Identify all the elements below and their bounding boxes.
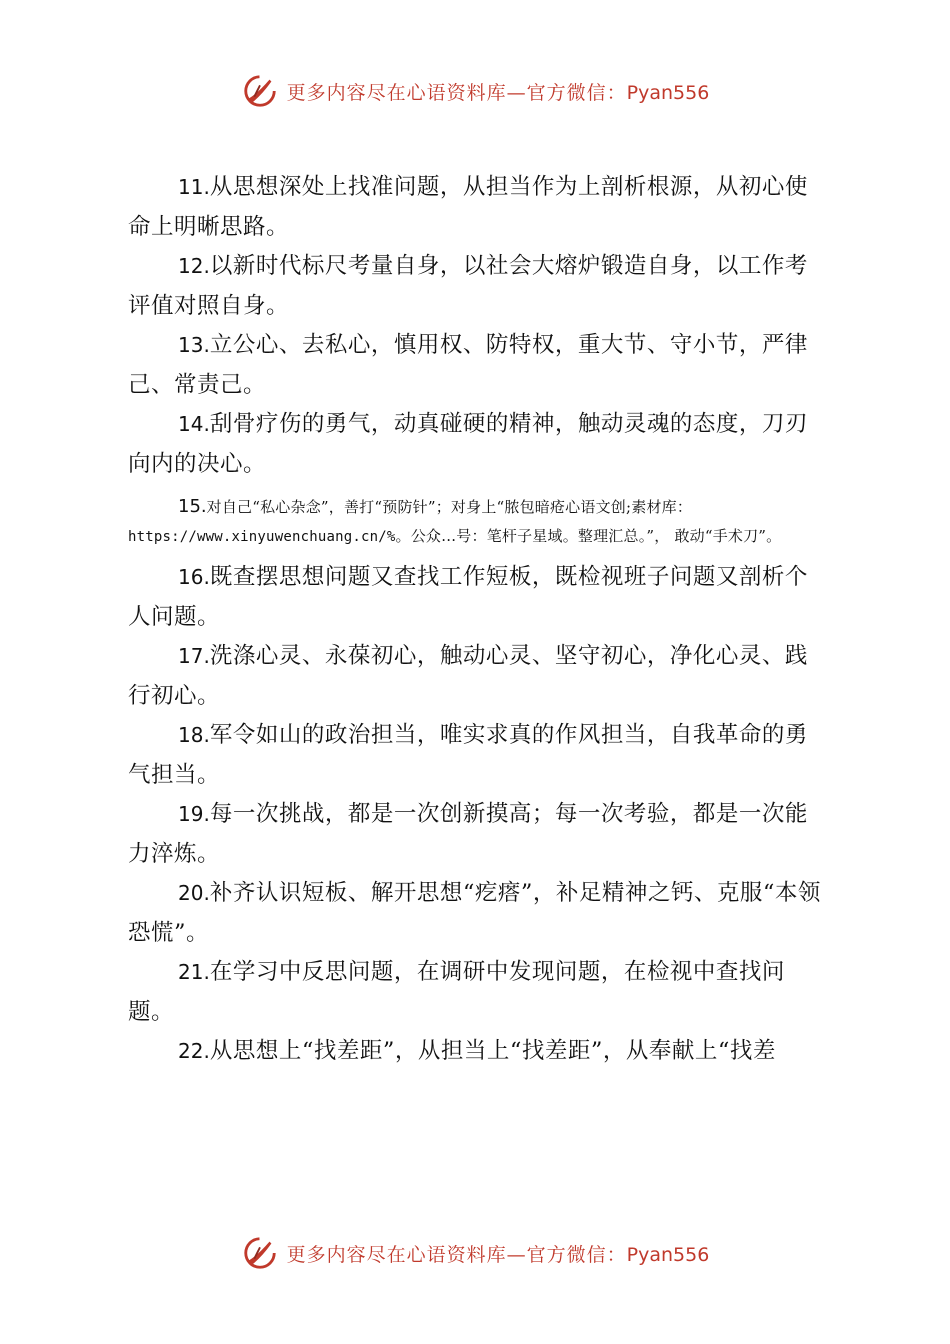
header-banner bbox=[0, 72, 950, 110]
list-item: 18.军令如山的政治担当，唯实求真的作风担当，自我革命的勇气担当。 bbox=[128, 722, 808, 788]
list-item: 17.洗涤心灵、永葆初心，触动心灵、坚守初心，净化心灵、践行初心。 bbox=[128, 643, 808, 709]
list-item: 20.补齐认识短板、解开思想“疙瘩”，补足精神之钙、克服“本领恐慌”。 bbox=[128, 880, 821, 946]
source-url: https://www.xinyuwenchuang.cn/% bbox=[128, 529, 396, 545]
list-item: 11.从思想深处上找准问题，从担当作为上剖析根源，从初心使命上明晰思路。 bbox=[128, 174, 808, 240]
footer-banner bbox=[0, 1234, 950, 1272]
brush-logo-icon bbox=[241, 1234, 279, 1272]
list-item: 16.既查摆思想问题又查找工作短板，既检视班子问题又剖析个人问题。 bbox=[128, 564, 808, 630]
document-body bbox=[128, 168, 828, 1072]
list-item: 15.对自己“私心杂念”，善打“预防针”；对身上“脓包暗疮心语文创;素材库：https://www.xinyuwenchuang.cn/%。公众…号：笔杆子星域。整理汇总。”， 敢动“手术刀”。 bbox=[128, 496, 782, 545]
brush-logo-icon bbox=[241, 72, 279, 110]
header-banner-text: 更多内容尽在心语资料库—官方微信：Pyan556 bbox=[286, 81, 710, 104]
list-item: 12.以新时代标尺考量自身，以社会大熔炉锻造自身，以工作考评值对照自身。 bbox=[128, 253, 808, 319]
list-item: 22.从思想上“找差距”，从担当上“找差距”，从奉献上“找差 bbox=[178, 1038, 776, 1064]
list-item: 13.立公心、去私心，慎用权、防特权，重大节、守小节，严律己、常责己。 bbox=[128, 332, 808, 398]
list-item: 21.在学习中反思问题，在调研中发现问题，在检视中查找问题。 bbox=[128, 959, 785, 1025]
list-item: 19.每一次挑战，都是一次创新摸高；每一次考验，都是一次能力淬炼。 bbox=[128, 801, 808, 867]
list-item: 14.刮骨疗伤的勇气，动真碰硬的精神，触动灵魂的态度，刀刃向内的决心。 bbox=[128, 411, 808, 477]
footer-banner-text: 更多内容尽在心语资料库—官方微信：Pyan556 bbox=[286, 1243, 710, 1266]
